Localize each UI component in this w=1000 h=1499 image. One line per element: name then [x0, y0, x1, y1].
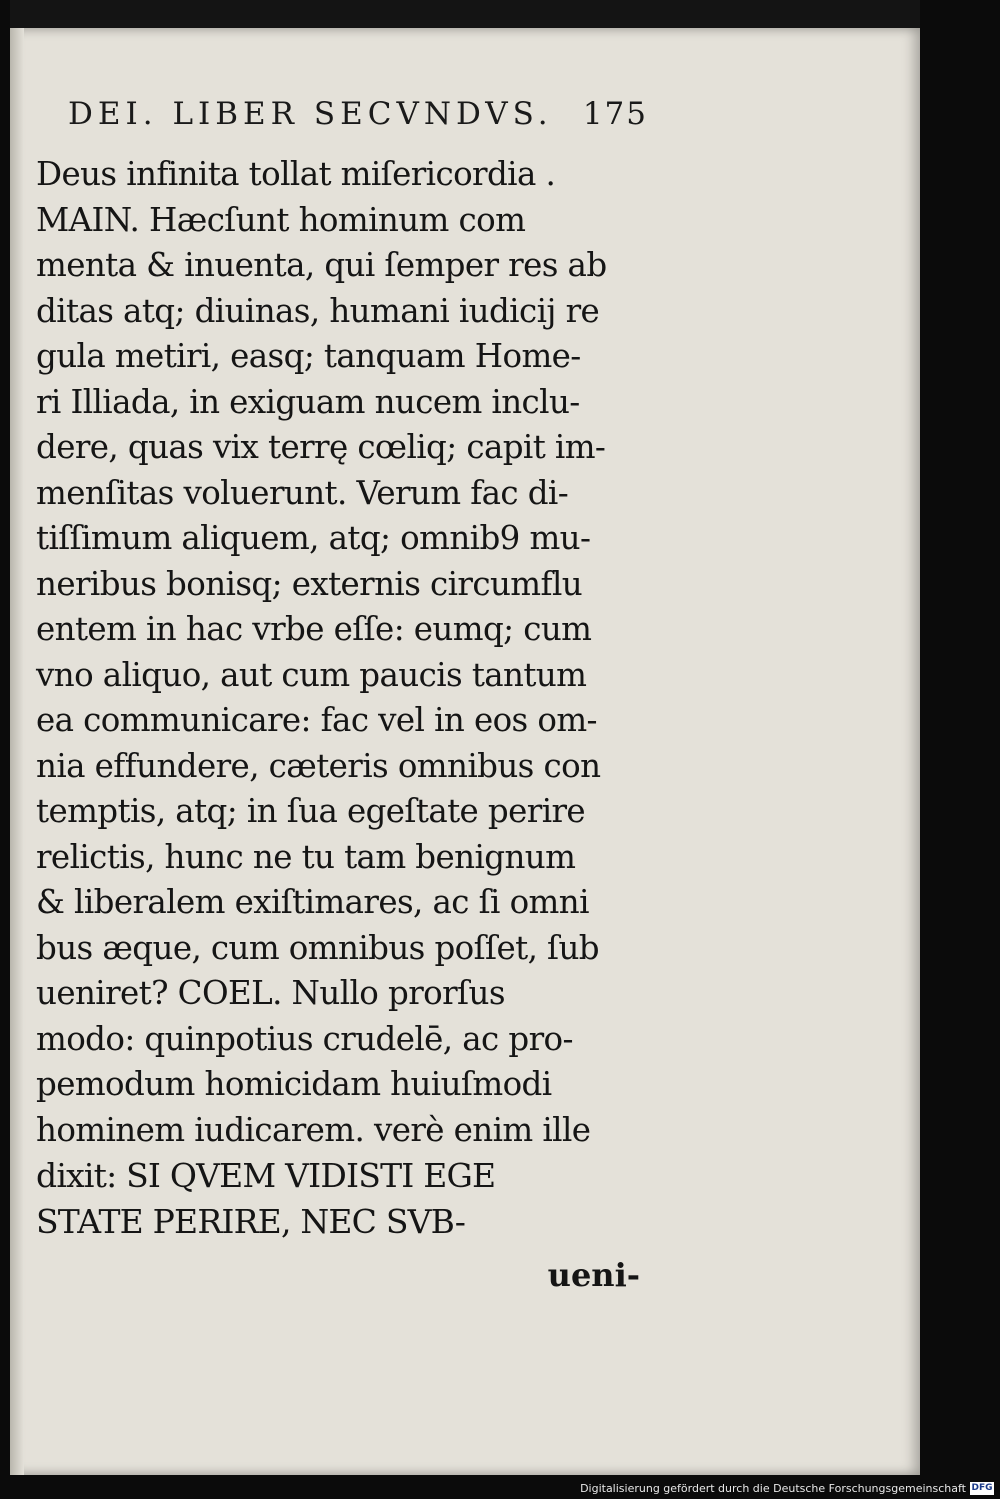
text-line: dixit: SI QVEM VIDISTI EGE: [36, 1156, 496, 1195]
text-line: ditas atq; diuinas, humani iudicij re: [36, 291, 600, 330]
text-line: ea communicare: fac vel in eos om-: [36, 701, 597, 739]
text-line: entem in hac vrbe eſſe: eumq; cum: [36, 610, 592, 648]
catchword: ueni-: [547, 1256, 640, 1294]
text-block: [36, 152, 656, 1244]
funding-credit: Digitalisierung gefördert durch die Deutsche Forschungsgemeinschaft: [580, 1482, 966, 1495]
text-line: hominem iudicarem. verè enim ille: [36, 1110, 591, 1149]
text-line: Deus infinita tollat miſericordia .: [36, 155, 556, 193]
running-head: [68, 96, 648, 132]
footer-bar: [0, 1475, 1000, 1499]
text-line: pemodum homicidam huiuſmodi: [36, 1065, 552, 1103]
page-gutter-shadow: [10, 28, 24, 1475]
text-line: temptis, atq; in ſua egeſtate perire: [36, 792, 586, 830]
text-line: menta & inuenta, qui ſemper res ab: [36, 246, 607, 284]
text-line: STATE PERIRE, NEC SVB-: [36, 1201, 466, 1241]
text-line: gula metiri, easq; tanquam Home-: [36, 337, 581, 375]
scan-top-border: [10, 0, 920, 28]
text-line: ueniret? COEL. Nullo prorſus: [36, 974, 505, 1012]
text-line: MAIN. Hæcſunt hominum com: [36, 200, 526, 239]
text-line: bus æque, cum omnibus poſſet, ſub: [36, 928, 600, 967]
text-line: ri Illiada, in exiguam nucem inclu-: [36, 382, 580, 421]
running-head-title: DEI. LIBER SECVNDVS.: [68, 96, 553, 132]
page-number: 175: [582, 96, 648, 132]
text-line: relictis, hunc ne tu tam benignum: [36, 837, 576, 876]
text-line: menſitas voluerunt. Verum fac di-: [36, 473, 569, 512]
text-line: neribus bonisq; externis circumflu: [36, 564, 583, 603]
text-line: vno aliquo, aut cum paucis tantum: [36, 655, 587, 694]
text-line: & liberalem exiſtimares, ac ſi omni: [36, 883, 589, 921]
text-line: nia effundere, cæteris omnibus con: [36, 746, 601, 785]
text-line: tiſſimum aliquem, atq; omnib9 mu-: [36, 519, 591, 557]
dfg-logo: DFG: [971, 1483, 993, 1493]
text-line: modo: quinpotius crudelē, ac pro-: [36, 1019, 573, 1058]
text-line: dere, quas vix terrę cœliq; capit im-: [36, 428, 606, 466]
